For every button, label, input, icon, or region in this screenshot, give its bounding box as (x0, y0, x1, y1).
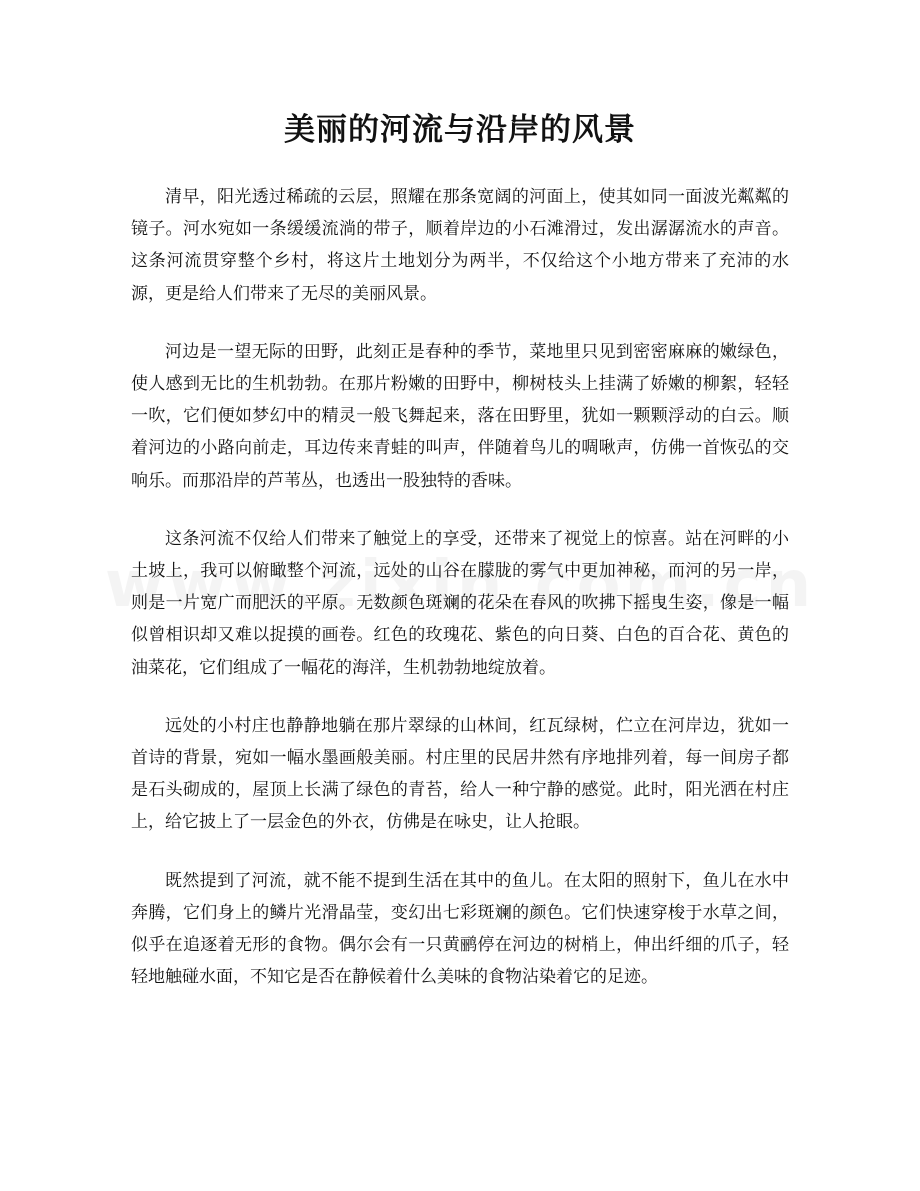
document-body (131, 181, 789, 1019)
document-title: 美丽的河流与沿岸的风景 (284, 112, 636, 148)
paragraph-1: 清早，阳光透过稀疏的云层，照耀在那条宽阔的河面上，使其如同一面波光粼粼的镜子。河水宛如一条缓缓流淌的带子，顺着岸边的小石滩滑过，发出潺潺流水的声音。这条河流贯穿整个乡村，将这片土地划分为两半，不仅给这个小地方带来了充沛的水源，更是给人们带来了无尽的美丽风景。 (131, 187, 789, 304)
paragraph-4: 远处的小村庄也静静地躺在那片翠绿的山林间，红瓦绿树，伫立在河岸边，犹如一首诗的背景，宛如一幅水墨画般美丽。村庄里的民居井然有序地排列着，每一间房子都是石头砌成的，屋顶上长满了绿色的青苔，给人一种宁静的感觉。此时，阳光洒在村庄上，给它披上了一层金色的外衣，仿佛是在咏史，让人抢眼。 (131, 715, 789, 833)
paragraph-2: 河边是一望无际的田野，此刻正是春种的季节，菜地里只见到密密麻麻的嫩绿色，使人感到无比的生机勃勃。在那片粉嫩的田野中，柳树枝头上挂满了娇嫩的柳絮，轻轻一吹，它们便如梦幻中的精灵一般飞舞起来，落在田野里，犹如一颗颗浮动的白云。顺着河边的小路向前走，耳边传来青蛙的叫声，伴随着鸟儿的啁啾声，仿佛一首恢弘的交响乐。而那沿岸的芦苇丛，也透出一股独特的香味。 (131, 341, 789, 491)
paragraph-5: 既然提到了河流，就不能不提到生活在其中的鱼儿。在太阳的照射下，鱼儿在水中奔腾，它们身上的鳞片光滑晶莹，变幻出七彩斑斓的颜色。它们快速穿梭于水草之间，似乎在追逐着无形的食物。偶尔会有一只黄鹂停在河边的树梢上，伸出纤细的爪子，轻轻地触碰水面，不知它是否在静候着什么美味的食物沾染着它的足迹。 (131, 870, 789, 988)
paragraph-3: 这条河流不仅给人们带来了触觉上的享受，还带来了视觉上的惊喜。站在河畔的小土坡上，我可以俯瞰整个河流，远处的山谷在朦胧的雾气中更加神秘，而河的另一岸，则是一片宽广而肥沃的平原。无数颜色斑斓的花朵在春风的吹拂下摇曳生姿，像是一幅似曾相识却又难以捉摸的画卷。红色的玫瑰花、紫色的向日葵、白色的百合花、黄色的油菜花，它们组成了一幅花的海洋，生机勃勃地绽放着。 (131, 528, 789, 678)
